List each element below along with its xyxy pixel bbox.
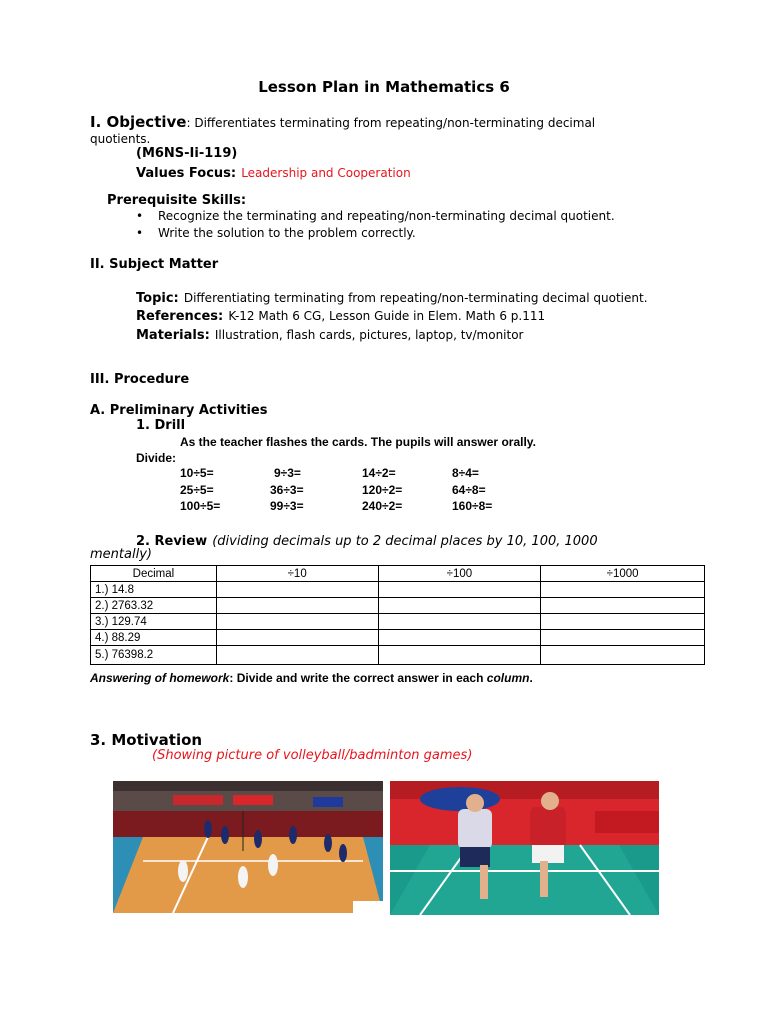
drill-item: 120÷2= [362, 483, 403, 497]
competency-code: (M6NS-Ii-119) [136, 146, 238, 161]
drill-item: 9÷3= [274, 466, 301, 480]
drill-item: 36÷3= [270, 483, 304, 497]
table-cell-answer[interactable] [541, 614, 705, 630]
review-line [136, 530, 598, 549]
table-cell-decimal: 2.) 2763.32 [91, 598, 217, 614]
table-row [91, 614, 705, 630]
drill-item: 10÷5= [180, 466, 214, 480]
table-row [91, 630, 705, 646]
procedure-heading: III. Procedure [90, 372, 190, 387]
table-cell-answer[interactable] [216, 614, 378, 630]
table-cell-answer[interactable] [378, 614, 541, 630]
materials-text: Illustration, flash cards, pictures, laptop, tv/monitor [214, 328, 524, 342]
drill-item: 25÷5= [180, 483, 214, 497]
homework-label: Answering of homework [90, 671, 230, 685]
materials-label: Materials: [136, 328, 210, 343]
bullet-icon: • [136, 209, 144, 223]
review-note: (dividing decimals up to 2 decimal places by 10, 100, 1000 [212, 534, 598, 549]
table-cell-decimal: 3.) 129.74 [91, 614, 217, 630]
table-cell-decimal: 1.) 14.8 [91, 582, 217, 598]
table-row [91, 598, 705, 614]
table-cell-answer[interactable] [378, 598, 541, 614]
table-cell-answer[interactable] [216, 598, 378, 614]
table-cell-answer[interactable] [216, 646, 378, 665]
prerequisite-heading: Prerequisite Skills: [107, 193, 247, 208]
motivation-heading: 3. Motivation [90, 731, 203, 749]
references-label: References: [136, 309, 224, 324]
objective-line [90, 112, 595, 131]
table-cell-answer[interactable] [541, 582, 705, 598]
homework-text: : Divide and write the correct answer in each [229, 671, 487, 685]
prereq-bullet-1 [136, 209, 615, 223]
table-header-cell: Decimal [91, 566, 217, 582]
drill-item: 240÷2= [362, 499, 403, 513]
review-table [90, 565, 705, 665]
objective-text-cont: quotients. [90, 132, 151, 146]
motivation-note: (Showing picture of volleyball/badminton games) [152, 748, 473, 763]
drill-item: 64÷8= [452, 483, 486, 497]
values-focus-label: Values Focus: [136, 166, 237, 181]
drill-item: 99÷3= [270, 499, 304, 513]
badminton-illustration [390, 781, 659, 915]
table-cell-decimal: 4.) 88.29 [91, 630, 217, 646]
subject-matter-heading: II. Subject Matter [90, 257, 219, 272]
table-row [91, 582, 705, 598]
volleyball-picture [113, 781, 383, 913]
table-header-row [91, 566, 705, 582]
prereq-bullet-2 [136, 226, 416, 240]
objective-heading: I. Objective [90, 113, 187, 131]
references-line [136, 305, 545, 324]
drill-item: 160÷8= [452, 499, 493, 513]
table-row [91, 646, 705, 665]
homework-line [90, 671, 533, 685]
table-header-cell: ÷1000 [541, 566, 705, 582]
review-heading: 2. Review [136, 534, 208, 549]
volleyball-illustration [113, 781, 383, 913]
drill-item: 8÷4= [452, 466, 479, 480]
references-text: K-12 Math 6 CG, Lesson Guide in Elem. Math 6 p.111 [228, 309, 546, 323]
materials-line [136, 324, 524, 343]
drill-item: 14÷2= [362, 466, 396, 480]
bullet-icon: • [136, 226, 144, 240]
drill-heading: 1. Drill [136, 418, 186, 433]
table-header-cell: ÷10 [216, 566, 378, 582]
prereq-bullet-text: Write the solution to the problem correctly. [158, 226, 416, 240]
prereq-bullet-text: Recognize the terminating and repeating/non-terminating decimal quotient. [158, 209, 615, 223]
values-focus-text: Leadership and Cooperation [241, 166, 411, 180]
page-title: Lesson Plan in Mathematics 6 [258, 78, 510, 96]
values-focus [136, 162, 411, 181]
drill-instruction: As the teacher flashes the cards. The pupils will answer orally. [180, 435, 536, 449]
table-cell-answer[interactable] [378, 630, 541, 646]
review-note-cont: mentally) [90, 547, 152, 562]
badminton-picture [390, 781, 659, 915]
preliminary-heading: A. Preliminary Activities [90, 403, 268, 418]
table-cell-answer[interactable] [216, 582, 378, 598]
topic-line [136, 287, 648, 306]
homework-end: . [529, 671, 533, 685]
table-cell-decimal: 5.) 76398.2 [91, 646, 217, 665]
table-cell-answer[interactable] [378, 582, 541, 598]
table-cell-answer[interactable] [378, 646, 541, 665]
objective-text: : Differentiates terminating from repeating/non-terminating decimal [186, 116, 596, 130]
topic-label: Topic: [136, 291, 179, 306]
divide-label: Divide: [136, 451, 177, 465]
table-cell-answer[interactable] [541, 598, 705, 614]
topic-text: Differentiating terminating from repeating/non-terminating decimal quotient. [183, 291, 648, 305]
table-cell-answer[interactable] [541, 646, 705, 665]
homework-column: column [486, 671, 530, 685]
table-cell-answer[interactable] [541, 630, 705, 646]
table-cell-answer[interactable] [216, 630, 378, 646]
drill-item: 100÷5= [180, 499, 221, 513]
table-header-cell: ÷100 [378, 566, 541, 582]
